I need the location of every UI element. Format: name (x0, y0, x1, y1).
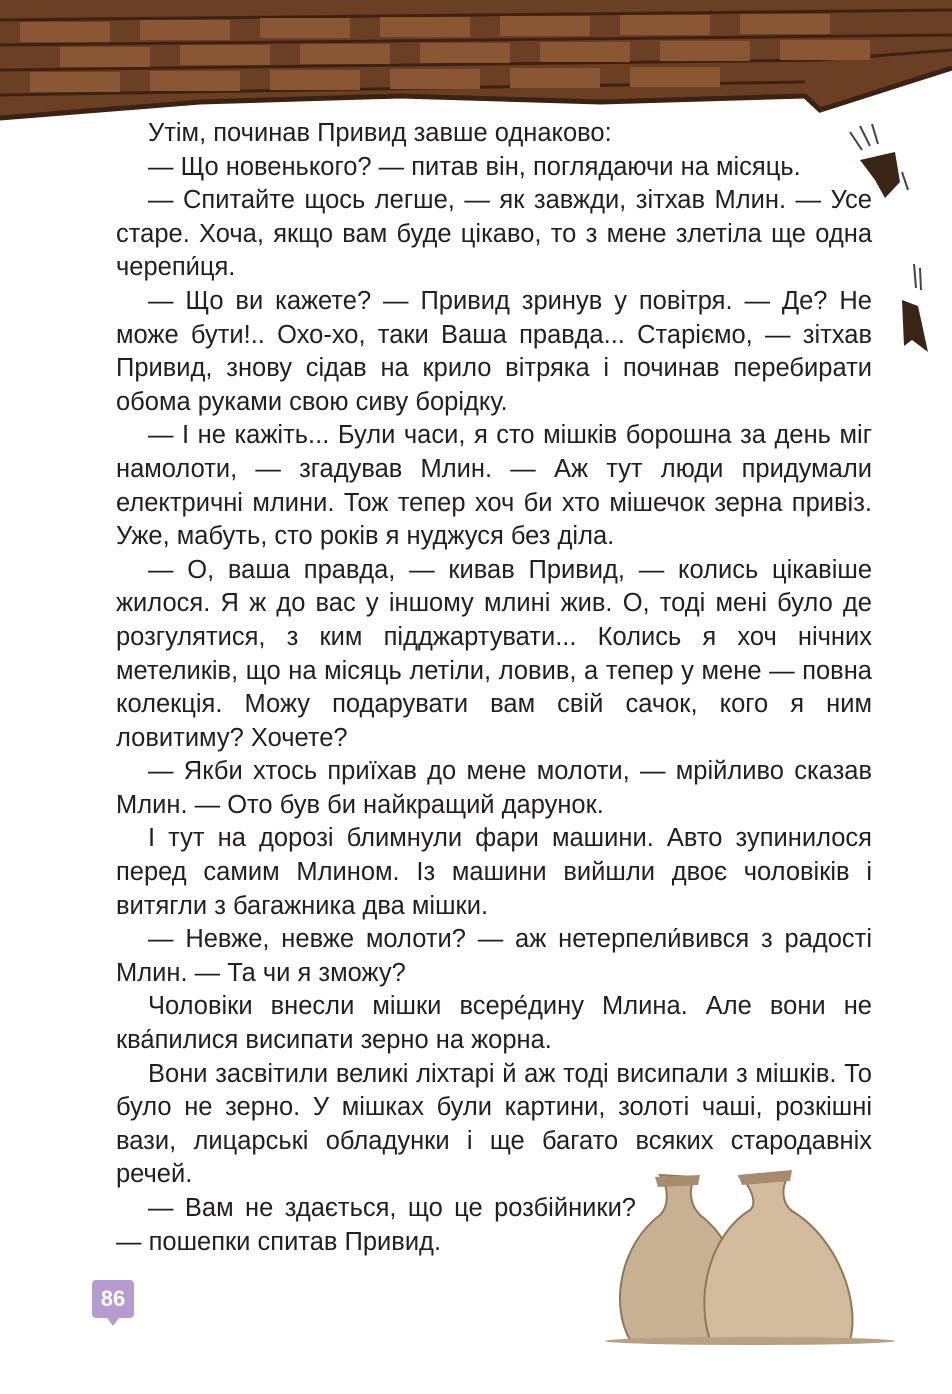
paragraph: — Що ви кажете? — Привид зринув у повітря. — Де? Не може бути!.. Охо-хо, таки Ваша правда... Старіємо, — зітхав Привид, знову сідав на крило вітряка і починав перебирати обома руками свою сиву борідку. (116, 286, 872, 416)
paragraph: — Невже, невже молоти? — аж нетерпели́вився з радості Млин. — Та чи я зможу? (116, 925, 872, 987)
paragraph: — Вам не здається, що це розбійники? — пошепки спитав Привид. (116, 1194, 636, 1256)
flying-tile-icon (890, 260, 940, 360)
paragraph: Чоловіки внесли мішки всере́дину Млина. Але вони не ква́пилися висипати зерно на жорна. (116, 992, 872, 1055)
sacks-illustration (600, 1155, 900, 1345)
paragraph: Вони засвітили великі ліхтарі й аж тоді висипали з мішків. То було не зерно. У мішках були картини, золоті чаші, розкішні вази, лицарські обладунки і ще багато всяких стародавніх речей. (116, 1059, 872, 1189)
page-number: 86 (92, 1280, 134, 1318)
paragraph: — Якби хтось приїхав до мене молоти, — мрійливо сказав Млин. — Ото був би найкращий дарунок. (116, 757, 872, 819)
roof-tiles-illustration (0, 0, 952, 125)
story-text (116, 117, 872, 1259)
paragraph: — О, ваша правда, — кивав Привид, — колись цікавіше жилося. Я ж до вас у іншому млині жив. О, тоді мені було де розгулятися, з ким підджартувати... Колись я хоч нічних метеликів, що на місяць летіли, ловив, а тепер у мене — повна колекція. Можу подарувати вам свій сачок, кого я ним ловитиму? Хочете? (116, 555, 872, 752)
paragraph: Утім, починав Привид завше однаково: (148, 119, 612, 147)
paragraph: — Спитайте щось легше, — як завжди, зітхав Млин. — Усе старе. Хоча, якщо вам буде цікаво, то з мене злетіла ще одна черепи́ця. (116, 186, 872, 282)
paragraph: — І не кажіть... Були часи, я сто мішків борошна за день міг намолоти, — згадував Млин. — Аж тут люди придумали електричні млини. Тож тепер хоч би хто мішечок зерна привіз. Уже, мабуть, сто років я нуджуся без діла. (116, 421, 872, 551)
paragraph: І тут на дорозі блимнули фари машини. Авто зупинилося перед самим Млином. Із машини вийшли двоє чоловіків і витягли з багажника два мішки. (116, 824, 872, 920)
paragraph: — Що новенького? — питав він, поглядаючи на місяць. (148, 152, 801, 181)
